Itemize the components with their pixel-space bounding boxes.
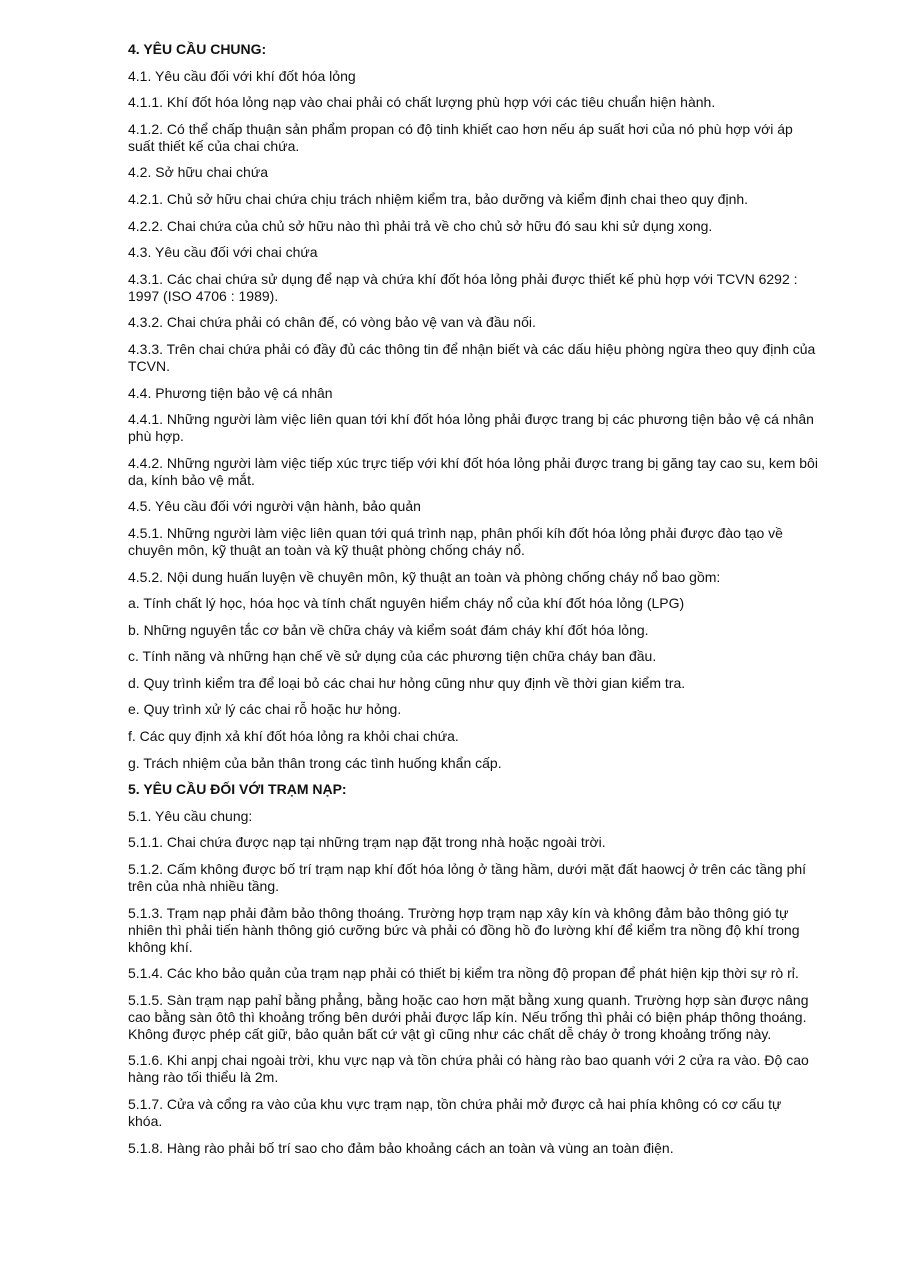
paragraph: b. Những nguyên tắc cơ bản về chữa cháy và kiểm soát đám cháy khí đốt hóa lỏng. xyxy=(128,621,649,638)
paragraph: 4.2.1. Chủ sở hữu chai chứa chịu trách nhiệm kiểm tra, bảo dưỡng và kiểm định chai theo quy định. xyxy=(128,190,749,207)
paragraph: 4.4.2. Những người làm việc tiếp xúc trực tiếp với khí đốt hóa lỏng phải được trang bị găng tay cao su, kem bôi da, kính bảo vệ mắt. xyxy=(128,454,818,488)
paragraph: 5.1.2. Cấm không được bố trí trạm nạp khí đốt hóa lỏng ở tầng hầm, dưới mặt đất haowcj ở trên các tầng phí trên của nhà nhiều tầng. xyxy=(128,861,807,895)
paragraph: 5.1.8. Hàng rào phải bố trí sao cho đảm bảo khoảng cách an toàn và vùng an toàn điện. xyxy=(128,1139,674,1156)
paragraph: 4.4. Phương tiện bảo vệ cá nhân xyxy=(128,384,333,401)
paragraph: 4.1. Yêu cầu đối với khí đốt hóa lỏng xyxy=(128,67,356,84)
paragraph: 5.1.4. Các kho bảo quản của trạm nạp phải có thiết bị kiểm tra nồng độ propan để phát hiện kịp thời sự rò rỉ. xyxy=(128,965,799,982)
paragraph: 4.1.2. Có thể chấp thuận sản phẩm propan có độ tinh khiết cao hơn nếu áp suất hơi của nó phù hợp với áp suất thiết kế của chai chứa. xyxy=(128,120,793,154)
paragraph: 4.5.1. Những người làm việc liên quan tới quá trình nạp, phân phối kíh đốt hóa lỏng phải được đào tạo về chuyên môn, kỹ thuật an toàn và kỹ thuật phòng chống cháy nổ. xyxy=(128,524,783,558)
paragraph: f. Các quy định xả khí đốt hóa lỏng ra khỏi chai chứa. xyxy=(128,728,459,745)
paragraph: c. Tính năng và những hạn chế về sử dụng của các phương tiện chữa cháy ban đầu. xyxy=(128,648,657,665)
paragraph: 4.2.2. Chai chứa của chủ sở hữu nào thì phải trả về cho chủ sở hữu đó sau khi sử dụng xong. xyxy=(128,217,713,234)
paragraph: d. Quy trình kiểm tra để loại bỏ các chai hư hỏng cũng như quy định về thời gian kiểm tra. xyxy=(128,674,686,691)
paragraph: 4.3. Yêu cầu đối với chai chứa xyxy=(128,244,318,261)
paragraph: e. Quy trình xử lý các chai rỗ hoặc hư hỏng. xyxy=(128,701,402,718)
paragraph: 4.5. Yêu cầu đối với người vận hành, bảo quản xyxy=(128,498,421,515)
section-heading: 5. YÊU CẦU ĐỐI VỚI TRẠM NẠP: xyxy=(128,781,347,798)
paragraph: 5.1.5. Sàn trạm nạp pahỉ bằng phẳng, bằng hoặc cao hơn mặt bằng xung quanh. Trường hợp sàn được nâng cao bằng sàn ôtô thì khoảng trống bên dưới phải được lấp kín. Nếu trống thì phải có biện pháp thông thoáng. Không được phép cất giữ, bảo quản bất cứ vật gì cũng như các chất dễ cháy ở trong khoảng trống này. xyxy=(128,991,809,1042)
paragraph: a. Tính chất lý học, hóa học và tính chất nguyên hiểm cháy nổ của khí đốt hóa lỏng (LPG) xyxy=(128,595,685,612)
paragraph: 4.4.1. Những người làm việc liên quan tới khí đốt hóa lỏng phải được trang bị các phương tiện bảo vệ cá nhân phù hợp. xyxy=(128,411,814,445)
paragraph: 4.3.2. Chai chứa phải có chân đế, có vòng bảo vệ van và đầu nối. xyxy=(128,314,536,331)
section-heading: 4. YÊU CẦU CHUNG: xyxy=(128,41,267,57)
paragraph: 4.1.1. Khí đốt hóa lỏng nạp vào chai phải có chất lượng phù hợp với các tiêu chuẩn hiện hành. xyxy=(128,94,716,111)
paragraph: 4.5.2. Nội dung huấn luyện về chuyên môn, kỹ thuật an toàn và phòng chống cháy nổ bao gồm: xyxy=(128,568,721,585)
paragraph: 5.1. Yêu cầu chung: xyxy=(128,807,253,824)
paragraph: 4.3.1. Các chai chứa sử dụng để nạp và chứa khí đốt hóa lỏng phải được thiết kế phù hợp với TCVN 6292 : 1997 (ISO 4706 : 1989). xyxy=(128,270,798,304)
paragraph: 5.1.6. Khi anpj chai ngoài trời, khu vực nạp và tồn chứa phải có hàng rào bao quanh với 2 cửa ra vào. Độ cao hàng rào tối thiểu là 2m. xyxy=(128,1052,809,1086)
paragraph: 5.1.1. Chai chứa được nạp tại những trạm nạp đặt trong nhà hoặc ngoài trời. xyxy=(128,834,606,851)
paragraph: 5.1.7. Cửa và cổng ra vào của khu vực trạm nạp, tồn chứa phải mở được cả hai phía không có cơ cấu tự khóa. xyxy=(128,1096,782,1129)
paragraph: 4.2. Sở hữu chai chứa xyxy=(128,164,268,181)
paragraph: 4.3.3. Trên chai chứa phải có đầy đủ các thông tin để nhận biết và các dấu hiệu phòng ngừa theo quy định của TCVN. xyxy=(128,340,816,374)
paragraph: g. Trách nhiệm của bản thân trong các tình huống khẩn cấp. xyxy=(128,754,502,771)
paragraph: 5.1.3. Trạm nạp phải đảm bảo thông thoáng. Trường hợp trạm nạp xây kín và không đảm bảo thông gió tự nhiên thì phải tiến hành thông gió cưỡng bức và phải có đồng hồ đo lường khí để kiểm tra nồng độ khí trong không khí. xyxy=(128,904,800,955)
